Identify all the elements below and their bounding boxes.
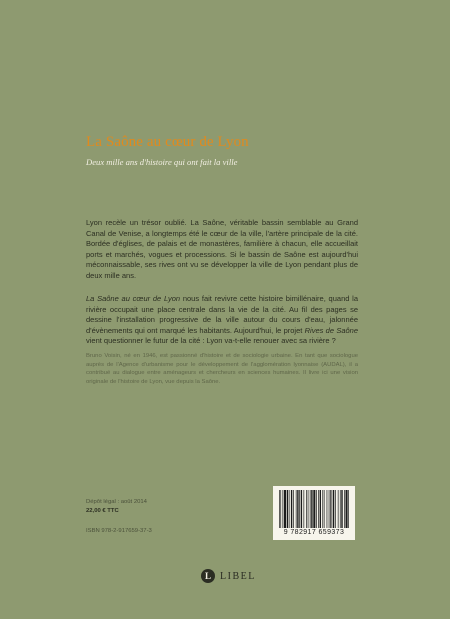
book-title-inline: La Saône au cœur de Lyon xyxy=(86,294,181,303)
legal-info xyxy=(86,498,147,515)
book-subtitle: Deux mille ans d'histoire qui ont fait la ville xyxy=(86,157,238,167)
book-title: La Saône au cœur de Lyon xyxy=(86,134,249,150)
project-name-inline: Rives de Saône xyxy=(304,325,359,335)
author-bio: Bruno Voisin, né en 1946, est passionné d'histoire et de sociologie urbaine. En tant que sociologue auprès de l'Agence d'urbanisme pour le développement de l'agglomération lyonnaise (AUDAL), il a contribué au dialogue entre aménageurs et chercheurs en sciences humaines. Il livre ici une vision originale de l'histoire de Lyon, vue depuis la Saône. xyxy=(86,353,358,385)
publisher-logo-icon: L xyxy=(201,569,215,583)
barcode xyxy=(273,486,355,540)
legal-deposit: Dépôt légal : août 2014 xyxy=(86,499,147,505)
description-paragraph-2 xyxy=(86,294,358,347)
barcode-bars xyxy=(279,490,349,528)
paragraph-2-text-a: nous fait revivre cette histoire bimillénaire, quand la rivière occupait une place centrale dans la vie de la cité. Au fil des pages se dessine l'installation progressive de la ville autour du cours d'eau, jalonnée d'évènements qui ont marqué les habitants. Aujourd'hui, le projet xyxy=(86,294,358,335)
barcode-digits: 9 782917 659373 xyxy=(283,529,345,536)
publisher-logo xyxy=(201,569,256,583)
price: 22,00 € TTC xyxy=(86,507,119,514)
description-paragraph-1: Lyon recèle un trésor oublié. La Saône, véritable bassin semblable au Grand Canal de Venise, a longtemps été le cœur de la ville, l'artère principale de la cité. Bordée d'églises, de palais et de monastères, familière à chacun, elle accueillait ports et marchés, vogues et processions. Si le bassin de Saône est aujourd'hui méconnaissable, ses rives ont vu se développer la ville de Lyon pendant plus de deux mille ans. xyxy=(86,218,358,280)
paragraph-2-text-b: vient questionner le futur de la cité : Lyon va-t-elle renouer avec sa rivière ? xyxy=(86,336,336,346)
publisher-name: LIBEL xyxy=(220,570,256,582)
isbn: ISBN 978-2-917659-37-3 xyxy=(86,528,152,534)
